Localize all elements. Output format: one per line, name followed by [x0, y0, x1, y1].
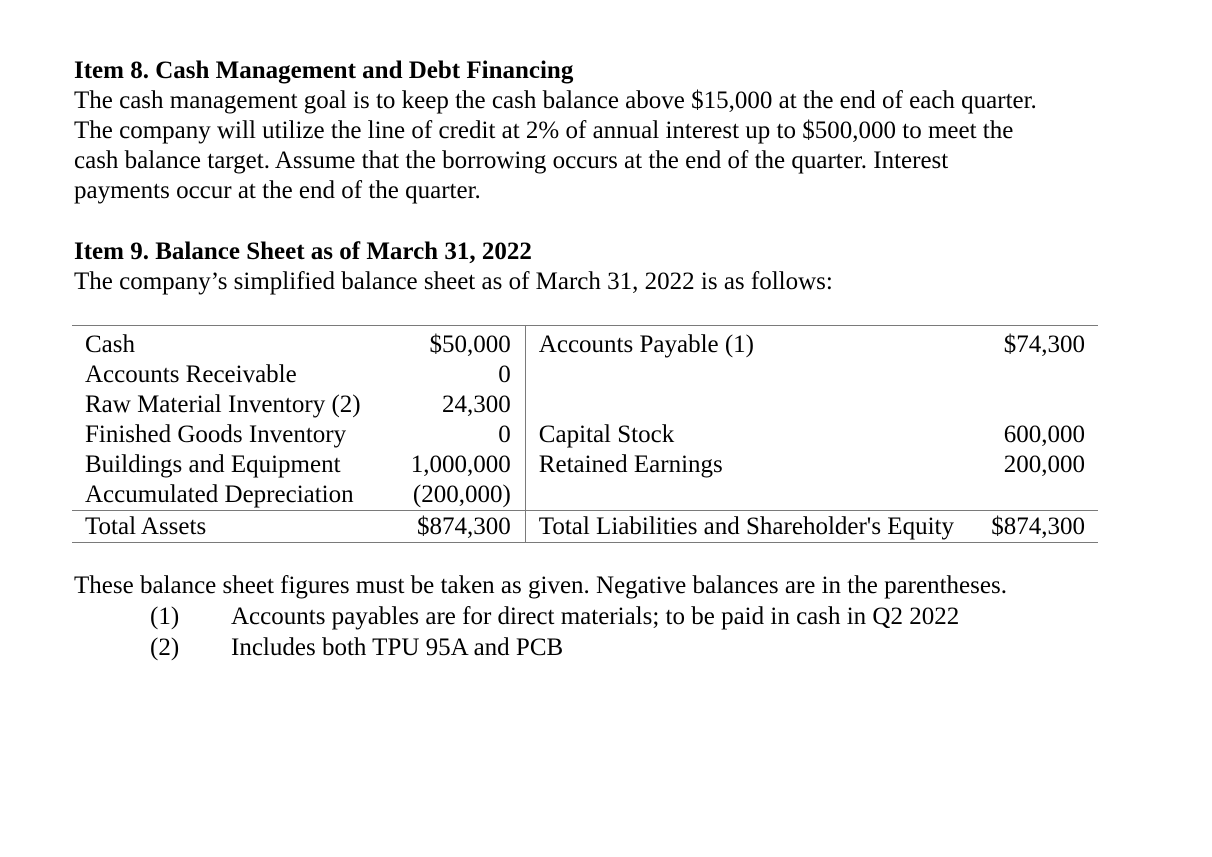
item-9-heading: Item 9. Balance Sheet as of March 31, 2022	[74, 238, 532, 265]
liability-label	[525, 480, 978, 511]
asset-label: Raw Material Inventory (2)	[85, 391, 361, 418]
liability-label: Accounts Payable (1)	[538, 331, 755, 358]
liability-value: 200,000	[1003, 451, 1085, 478]
asset-label: Accounts Receivable	[85, 361, 297, 388]
table-row	[72, 480, 1098, 511]
item-9-intro: The company’s simplified balance sheet as of March 31, 2022 is as follows:	[74, 268, 833, 295]
item-8-line: The company will utilize the line of credit at 2% of annual interest up to $500,000 to meet the	[74, 117, 1014, 144]
footnote	[74, 632, 1154, 663]
total-liabilities-value: $874,300	[978, 511, 1098, 543]
balance-sheet-table	[72, 325, 1098, 543]
table-row	[72, 450, 1098, 480]
total-liabilities-label: Total Liabilities and Shareholder's Equity	[525, 511, 978, 543]
asset-label: Finished Goods Inventory	[85, 421, 347, 448]
asset-label: Cash	[85, 331, 135, 358]
item-9-section	[74, 237, 1154, 297]
asset-value: $50,000	[378, 326, 525, 361]
footnote-number: (2)	[150, 634, 180, 661]
item-8-line: The cash management goal is to keep the cash balance above $15,000 at the end of each quarter.	[74, 87, 1037, 114]
footnote	[74, 601, 1154, 632]
notes-section	[74, 571, 1154, 663]
asset-value: (200,000)	[378, 480, 525, 511]
table-row	[72, 360, 1098, 390]
liability-label	[525, 360, 978, 390]
footnote-number: (1)	[150, 603, 180, 630]
liability-label: Retained Earnings	[538, 451, 723, 478]
total-row	[72, 511, 1098, 543]
notes-intro: These balance sheet figures must be taken as given. Negative balances are in the parentheses.	[74, 572, 1007, 599]
liability-value	[978, 360, 1098, 390]
asset-value: 1,000,000	[378, 450, 525, 480]
table-row	[72, 390, 1098, 420]
item-8-line: cash balance target. Assume that the borrowing occurs at the end of the quarter. Interest	[74, 147, 949, 174]
total-assets-value: $874,300	[378, 511, 525, 543]
footnote-text: Includes both TPU 95A and PCB	[231, 634, 564, 661]
asset-label: Buildings and Equipment	[85, 451, 341, 478]
liability-label: Capital Stock	[538, 421, 675, 448]
item-8-heading: Item 8. Cash Management and Debt Financing	[74, 57, 574, 84]
liability-label	[525, 390, 978, 420]
table-row	[72, 420, 1098, 450]
footnote-text: Accounts payables are for direct materials; to be paid in cash in Q2 2022	[231, 603, 960, 630]
liability-value	[978, 390, 1098, 420]
asset-value: 0	[378, 420, 525, 450]
asset-label: Accumulated Depreciation	[85, 481, 354, 508]
table-row	[72, 326, 1098, 361]
asset-value: 0	[378, 360, 525, 390]
liability-value	[978, 480, 1098, 511]
asset-value: 24,300	[378, 390, 525, 420]
liability-value: $74,300	[1003, 331, 1085, 358]
item-8-line: payments occur at the end of the quarter.	[74, 177, 481, 204]
liability-value: 600,000	[1003, 421, 1085, 448]
total-assets-label: Total Assets	[72, 511, 378, 543]
item-8-section	[74, 56, 1154, 206]
